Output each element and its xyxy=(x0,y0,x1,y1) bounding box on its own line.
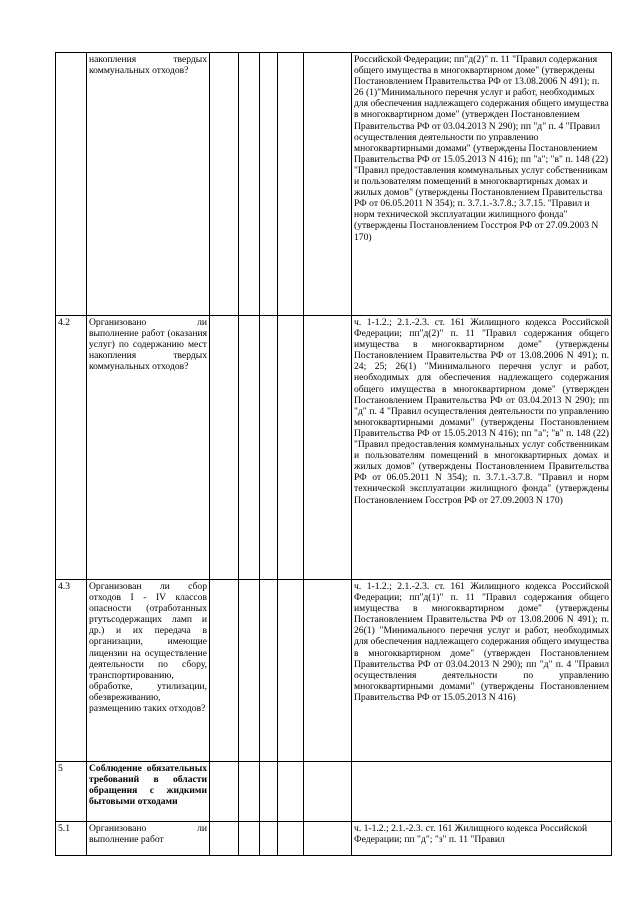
answer-extra-cell xyxy=(278,762,304,822)
legal-basis: ч. 1-1.2.; 2.1.-2.3. ст. 161 Жилищного кодекса Российской Федерации; пп"д(1)" п. 11 "Правил содержания общего имущества в многоквартирном доме" (утверждены Постановлением Правительства РФ от 13.08.2006 N 491); п. 26(1) "Минимального перечня услуг и работ, необходимых для обеспечения надлежащего содержания общего имущества в многоквартирном доме" (утвержден Постановлением Правительства РФ от 03.04.2013 N 290); пп "д" п. 4 "Правил осуществления деятельности по управлению многоквартирными домами" (утверждены Постановлением Правительства РФ от 15.05.2013 N 416) xyxy=(352,580,612,762)
requirement-question: Организован ли сбор отходов I - IV классов опасности (отработанных ртутьсодержащих ламп и др.) и их передача в организации, имеющие лицензии на осуществление деятельности по сбору, транспортированию, обработке, утилизации, обезвреживанию, размещению таких отходов? xyxy=(87,580,210,762)
answer-yes-cell xyxy=(210,822,239,856)
legal-basis xyxy=(352,762,612,822)
checklist-table xyxy=(55,52,612,856)
answer-na-cell xyxy=(260,580,278,762)
answer-na-cell xyxy=(260,822,278,856)
requirement-question: Организовано ли выполнение работ (оказания услуг) по содержанию мест накопления твердых коммунальных отходов? xyxy=(87,316,210,580)
answer-no-cell xyxy=(239,762,260,822)
answer-extra-cell xyxy=(278,53,304,316)
row-number: 4.2 xyxy=(56,316,87,580)
answer-no-cell xyxy=(239,580,260,762)
row-number xyxy=(56,53,87,316)
table-row xyxy=(56,53,612,316)
answer-na-cell xyxy=(260,53,278,316)
answer-extra-cell xyxy=(278,316,304,580)
answer-extra-cell xyxy=(278,822,304,856)
notes-cell xyxy=(304,822,352,856)
notes-cell xyxy=(304,53,352,316)
legal-basis: Российской Федерации; пп"д(2)" п. 11 "Правил содержания общего имущества в многоквартирном доме" (утверждены Постановлением Правительства РФ от 13.08.2006 N 491); п. 26 (1)"Минимального перечня услуг и работ, необходимых для обеспечения надлежащего содержания общего имущества в многоквартирном доме" (утвержден Постановлением Правительства РФ от 03.04.2013 N 290); пп "д" п. 4 "Правил осуществления деятельности по управлению многоквартирными домами" (утверждены Постановлением Правительства РФ от 15.05.2013 N 416); пп "а"; "в" п. 148 (22) "Правил предоставления коммунальных услуг собственникам и пользователям помещений в многоквартирных домах и жилых домов" (утверждены Постановлением Правительства РФ от 06.05.2011 N 354); п. 3.7.1.-3.7.8.; 3.7.15. "Правил и норм технической эксплуатации жилищного фонда" (утверждены Постановлением Госстроя РФ от 27.09.2003 N 170) xyxy=(352,53,612,316)
requirement-question: Организовано ли выполнение работ xyxy=(87,822,210,856)
requirement-question: накопления твердых коммунальных отходов? xyxy=(87,53,210,316)
answer-yes-cell xyxy=(210,762,239,822)
table-row xyxy=(56,762,612,822)
answer-no-cell xyxy=(239,316,260,580)
answer-no-cell xyxy=(239,822,260,856)
answer-no-cell xyxy=(239,53,260,316)
legal-basis: ч. 1-1.2.; 2.1.-2.3. ст. 161 Жилищного кодекса Российской Федерации; пп"д(2)" п. 11 "Правил содержания общего имущества в многоквартирном доме" (утверждены Постановлением Правительства РФ от 13.08.2006 N 491); п. 24; 25; 26(1) "Минимального перечня услуг и работ, необходимых для обеспечения надлежащего содержания общего имущества в многоквартирном доме" (утвержден Постановлением Правительства РФ от 03.04.2013 N 290); пп "д" п. 4 "Правил осуществления деятельности по управлению многоквартирными домами" (утверждены Постановлением Правительства РФ от 15.05.2013 N 416); пп "а"; "в" п. 148 (22) "Правил предоставления коммунальных услуг собственникам и пользователям помещений в многоквартирных домах и жилых домов" (утверждены Постановлением Правительства РФ от 06.05.2011 N 354); п. 3.7.1.-3.7.8. "Правил и норм технической эксплуатации жилищного фонда" (утверждены Постановлением Госстроя РФ от 27.09.2003 N 170) xyxy=(352,316,612,580)
answer-yes-cell xyxy=(210,53,239,316)
table-row xyxy=(56,580,612,762)
section-number: 5 xyxy=(56,762,87,822)
table-row xyxy=(56,822,612,856)
answer-yes-cell xyxy=(210,316,239,580)
table-row xyxy=(56,316,612,580)
legal-basis: ч. 1-1.2.; 2.1.-2.3. ст. 161 Жилищного кодекса Российской Федерации; пп "д"; "з" п. 11 "Правил xyxy=(352,822,612,856)
notes-cell xyxy=(304,580,352,762)
section-title: Соблюдение обязательных требований в области обращения с жидкими бытовыми отходами xyxy=(87,762,210,822)
answer-extra-cell xyxy=(278,580,304,762)
answer-na-cell xyxy=(260,316,278,580)
notes-cell xyxy=(304,316,352,580)
row-number: 5.1 xyxy=(56,822,87,856)
answer-na-cell xyxy=(260,762,278,822)
row-number: 4.3 xyxy=(56,580,87,762)
notes-cell xyxy=(304,762,352,822)
answer-yes-cell xyxy=(210,580,239,762)
